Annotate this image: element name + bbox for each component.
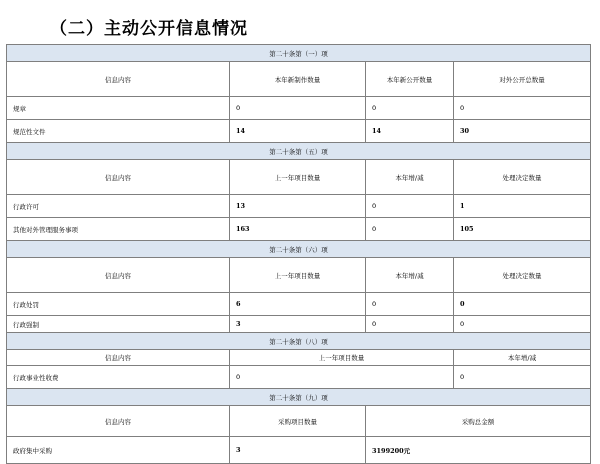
section-heading: 第二十条第（九）项 — [7, 389, 591, 406]
section-heading: 第二十条第（五）项 — [7, 143, 591, 160]
cell-value: 0 — [366, 218, 454, 241]
info-table — [6, 44, 591, 464]
page-title: （二）主动公开信息情况 — [50, 19, 248, 39]
column-header: 信息内容 — [7, 160, 230, 195]
column-header: 本年增/减 — [366, 160, 454, 195]
column-header: 本年增/减 — [454, 350, 591, 366]
cell-value: 0 — [454, 293, 591, 316]
cell-value: 0 — [366, 293, 454, 316]
column-header: 本年新制作数量 — [230, 62, 366, 97]
cell-value: 0 — [230, 366, 454, 389]
column-header: 对外公开总数量 — [454, 62, 591, 97]
column-header: 信息内容 — [7, 258, 230, 293]
column-header: 采购项目数量 — [230, 406, 366, 437]
column-header: 本年新公开数量 — [366, 62, 454, 97]
cell-value: 0 — [454, 316, 591, 333]
row-label: 其他对外管理服务事项 — [7, 218, 230, 241]
cell-value: 3199200元 — [366, 437, 591, 464]
section-heading: 第二十条第（八）项 — [7, 333, 591, 350]
column-header: 本年增/减 — [366, 258, 454, 293]
cell-value: 3 — [230, 316, 366, 333]
cell-value: 1 — [454, 195, 591, 218]
column-header: 采购总金额 — [366, 406, 591, 437]
column-header: 上一年项目数量 — [230, 350, 454, 366]
row-label: 政府集中采购 — [7, 437, 230, 464]
cell-value: 0 — [366, 316, 454, 333]
cell-value: 30 — [454, 120, 591, 143]
section-heading: 第二十条第（六）项 — [7, 241, 591, 258]
cell-value: 14 — [230, 120, 366, 143]
row-label: 行政事业性收费 — [7, 366, 230, 389]
cell-value: 0 — [454, 97, 591, 120]
column-header: 上一年项目数量 — [230, 258, 366, 293]
column-header: 处理决定数量 — [454, 258, 591, 293]
section-heading: 第二十条第（一）项 — [7, 45, 591, 62]
cell-value: 0 — [454, 366, 591, 389]
column-header: 信息内容 — [7, 406, 230, 437]
cell-value: 0 — [230, 97, 366, 120]
column-header: 处理决定数量 — [454, 160, 591, 195]
cell-value: 3 — [230, 437, 366, 464]
cell-value: 14 — [366, 120, 454, 143]
column-header: 上一年项目数量 — [230, 160, 366, 195]
cell-value: 13 — [230, 195, 366, 218]
cell-value: 163 — [230, 218, 366, 241]
column-header: 信息内容 — [7, 62, 230, 97]
row-label: 规章 — [7, 97, 230, 120]
cell-value: 0 — [366, 97, 454, 120]
row-label: 行政强制 — [7, 316, 230, 333]
row-label: 行政许可 — [7, 195, 230, 218]
cell-value: 6 — [230, 293, 366, 316]
column-header: 信息内容 — [7, 350, 230, 366]
row-label: 行政处罚 — [7, 293, 230, 316]
row-label: 规范性文件 — [7, 120, 230, 143]
cell-value: 105 — [454, 218, 591, 241]
cell-value: 0 — [366, 195, 454, 218]
